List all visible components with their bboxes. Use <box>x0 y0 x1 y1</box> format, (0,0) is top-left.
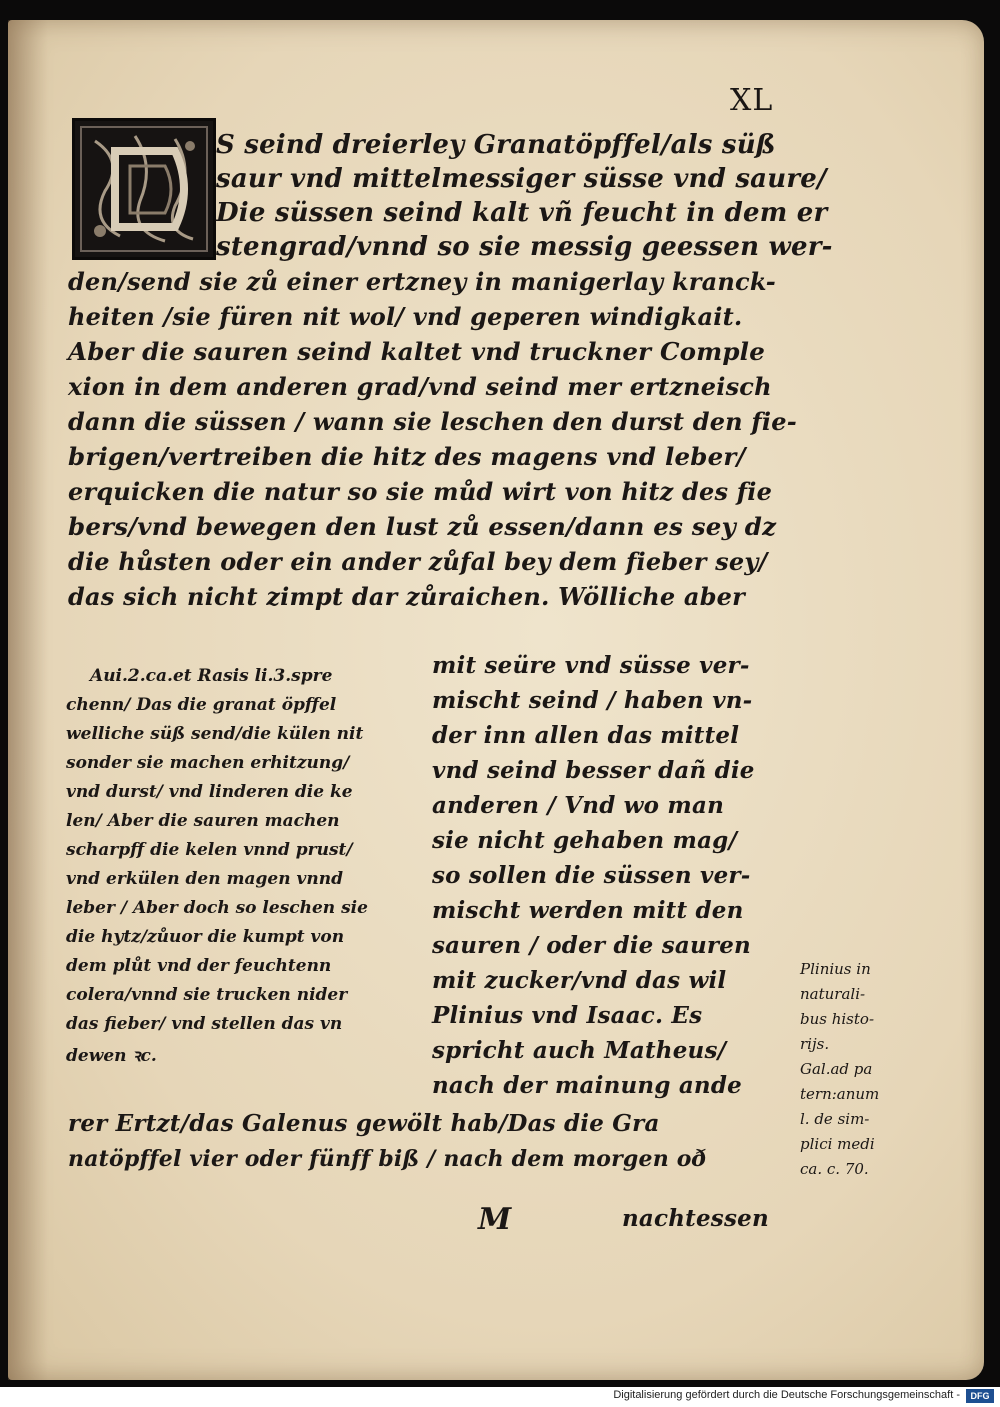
main-text-line: dann die süssen / wann sie leschen den durst den fie- <box>68 407 797 436</box>
left-column-line: chenn/ Das die granat öpffel <box>66 695 337 715</box>
left-column-line: das fieber/ vnd stellen das vn <box>66 1014 343 1034</box>
folio-number: XL <box>730 83 774 118</box>
left-column-line: leber / Aber doch so leschen sie <box>66 898 368 918</box>
main-text-line: die hůsten oder ein ander zůfal bey dem fieber sey/ <box>68 547 768 576</box>
right-column-line: spricht auch Matheus/ <box>432 1037 727 1064</box>
right-column-line: der inn allen das mittel <box>432 722 740 749</box>
dfg-logo-icon: DFG <box>966 1389 994 1403</box>
main-text-line: erquicken die natur so sie můd wirt von hitz des fie <box>68 477 773 506</box>
margin-note-line: bus histo- <box>800 1010 875 1028</box>
margin-note-line: ca. c. 70. <box>800 1160 869 1178</box>
right-column-line: so sollen die süssen ver- <box>432 862 751 889</box>
left-column-line: sonder sie machen erhitzung/ <box>66 753 350 773</box>
right-column-line: Plinius vnd Isaac. Es <box>432 1002 703 1029</box>
footer-credit: Digitalisierung gefördert durch die Deutsche Forschungsgemeinschaft - <box>613 1389 960 1401</box>
margin-note-line: tern:anum <box>800 1085 880 1103</box>
catchword: nachtessen <box>622 1205 769 1232</box>
left-column-line: dem plůt vnd der feuchtenn <box>66 956 332 976</box>
margin-note-line: plici medi <box>800 1135 875 1153</box>
page-gutter-shadow <box>8 20 48 1380</box>
main-text-line: Aber die sauren seind kaltet vnd truckner Comple <box>68 337 765 366</box>
margin-note-line: l. de sim- <box>800 1110 870 1128</box>
right-column-line: nach der mainung ande <box>432 1072 742 1099</box>
left-column-line: vnd erkülen den magen vnnd <box>66 869 343 889</box>
right-column-line: mit zucker/vnd das wil <box>432 967 727 994</box>
signature-mark: M <box>478 1202 512 1237</box>
right-column-line: anderen / Vnd wo man <box>432 792 724 819</box>
decorated-initial <box>72 118 216 260</box>
main-text-line: heiten /sie füren nit wol/ vnd geperen windigkait. <box>68 302 743 331</box>
left-column-line: dewen ꝛc. <box>66 1046 157 1066</box>
left-column-line: colera/vnnd sie trucken nider <box>66 985 348 1005</box>
margin-note-line: Gal.ad pa <box>800 1060 873 1078</box>
main-text-line: S seind dreierley Granatöpffel/als süß <box>216 130 776 160</box>
bottom-text-line: rer Ertzt/das Galenus gewölt hab/Das die Gra <box>68 1110 660 1137</box>
margin-note-line: Plinius in <box>800 960 871 978</box>
main-text-line: brigen/vertreiben die hitz des magens vnd leber/ <box>68 442 746 471</box>
left-column-line: vnd durst/ vnd linderen die ke <box>66 782 353 802</box>
main-text-line: saur vnd mittelmessiger süsse vnd saure/ <box>216 164 827 194</box>
main-text-line: bers/vnd bewegen den lust zů essen/dann es sey dz <box>68 512 777 541</box>
right-column-line: vnd seind besser dañ die <box>432 757 755 784</box>
footer-bar <box>0 1387 1000 1407</box>
left-column-line: scharpff die kelen vnnd prust/ <box>66 840 353 860</box>
right-column-line: mischt werden mitt den <box>432 897 744 924</box>
main-text-line: das sich nicht zimpt dar zůraichen. Wölliche aber <box>68 582 745 611</box>
main-text-line: xion in dem anderen grad/vnd seind mer ertzneisch <box>68 372 772 401</box>
main-text-line: stengrad/vnnd so sie messig geessen wer- <box>216 232 833 262</box>
left-column-line: Aui.2.ca.et Rasis li.3.spre <box>90 666 333 686</box>
initial-ornament-icon <box>75 121 213 257</box>
right-column-line: mischt seind / haben vn- <box>432 687 753 714</box>
right-column-line: sauren / oder die sauren <box>432 932 751 959</box>
main-text-line: den/send sie zů einer ertzney in manigerlay kranck- <box>68 267 776 296</box>
left-column-line: len/ Aber die sauren machen <box>66 811 340 831</box>
left-column-line: welliche süß send/die külen nit <box>66 724 364 744</box>
main-text-line: Die süssen seind kalt vñ feucht in dem er <box>216 198 828 228</box>
left-column-line: die hytz/zůuor die kumpt von <box>66 927 345 947</box>
bottom-text-line: natöpffel vier oder fünff biß / nach dem morgen oð <box>68 1146 707 1172</box>
right-column-line: mit seüre vnd süsse ver- <box>432 652 750 679</box>
right-column-line: sie nicht gehaben mag/ <box>432 827 738 854</box>
margin-note-line: naturali- <box>800 985 866 1003</box>
margin-note-line: rijs. <box>800 1035 830 1053</box>
